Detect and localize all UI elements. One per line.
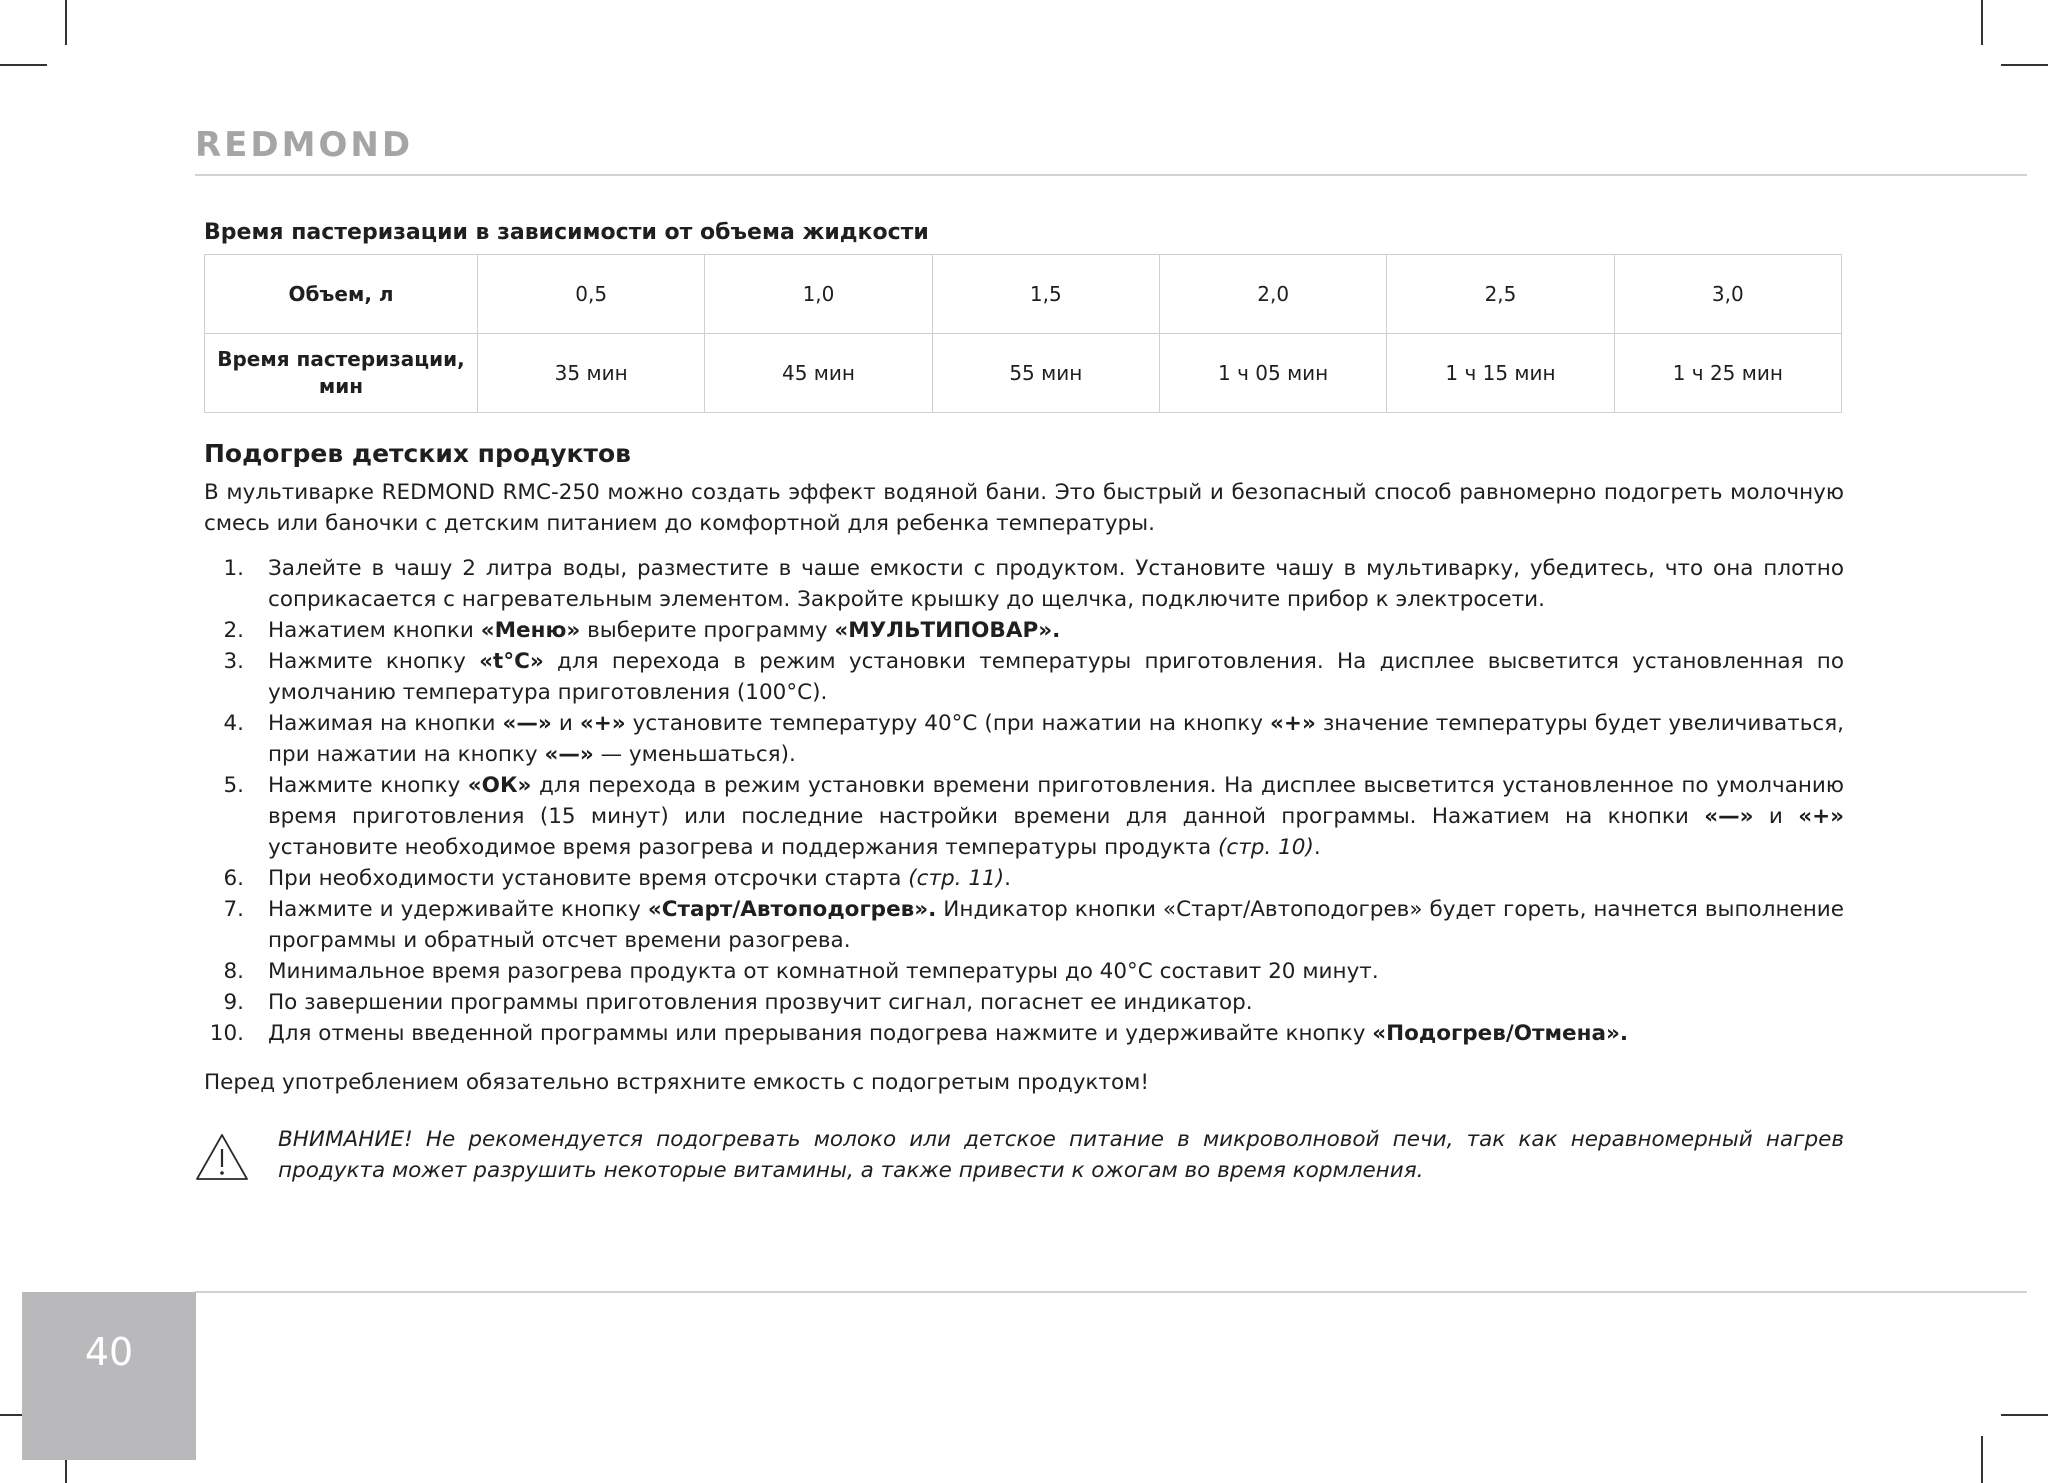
step-number: 8. [223, 959, 244, 984]
table-cell: 0,5 [478, 255, 705, 334]
step-text: «—» [1704, 804, 1754, 829]
step-text: Для отмены введенной программы или прерывания подогрева нажмите и удерживайте кнопку [268, 1021, 1373, 1046]
step-item [204, 615, 1844, 646]
section-intro: В мультиварке REDMOND RMC-250 можно создать эффект водяной бани. Это быстрый и безопасный способ равномерно подогреть молочную смесь или баночки с детским питанием до комфортной для ребенка температуры. [204, 480, 1844, 536]
table-cell: 2,0 [1159, 255, 1386, 334]
step-text: «+» [1798, 804, 1844, 829]
step-text: По завершении программы приготовления прозвучит сигнал, погаснет ее индикатор. [268, 990, 1253, 1015]
step-text: Нажмите кнопку [268, 773, 468, 798]
step-number: 1. [223, 556, 244, 581]
crop-mark [2001, 64, 2048, 66]
step-text: (стр. 10) [1218, 835, 1314, 860]
step-item [204, 863, 1844, 894]
step-item [204, 646, 1844, 708]
step-number: 7. [223, 897, 244, 922]
step-text: выберите программу [580, 618, 835, 643]
step-number: 3. [223, 649, 244, 674]
page-number: 40 [84, 1330, 134, 1374]
step-item [204, 553, 1844, 615]
table-title: Время пастеризации в зависимости от объема жидкости [204, 220, 929, 245]
crop-mark [1981, 1436, 1983, 1483]
crop-mark [1981, 0, 1983, 45]
step-item [204, 956, 1844, 987]
table-cell: 45 мин [705, 334, 932, 413]
pasteurization-table [204, 254, 1842, 413]
step-number: 9. [223, 990, 244, 1015]
step-text: для перехода в режим установки температуры приготовления. На дисплее высветится установленная по умолчанию температура приготовления (100°С). [268, 649, 1844, 705]
crop-mark [0, 64, 47, 66]
table-cell: 55 мин [932, 334, 1159, 413]
table-cell: 1 ч 25 мин [1614, 334, 1841, 413]
crop-mark [65, 0, 67, 45]
final-note: Перед употреблением обязательно встряхните емкость с подогретым продуктом! [204, 1070, 1149, 1095]
warning-text: ВНИМАНИЕ! Не рекомендуется подогревать молоко или детское питание в микроволновой печи, так как неравномерный нагрев продукта может разрушить некоторые витамины, а также привести к ожогам во время кормления. [278, 1127, 1844, 1183]
step-text: Нажатием кнопки [268, 618, 481, 643]
table-cell: 2,5 [1387, 255, 1614, 334]
step-text: «Старт/Автоподогрев». [647, 897, 937, 922]
table-cell: 1 ч 05 мин [1159, 334, 1386, 413]
warning-block [204, 1124, 1844, 1186]
step-text: «ОК» [467, 773, 532, 798]
step-item [204, 1018, 1844, 1049]
step-text: Нажмите кнопку [268, 649, 480, 674]
step-text: для перехода в режим установки времени приготовления. На дисплее высветится установленное по умолчанию время приготовления (15 минут) или последние настройки времени для данной программы. Нажатием на кнопки [268, 773, 1845, 829]
step-number: 10. [209, 1021, 244, 1046]
step-text: . [1313, 835, 1321, 860]
table-row-header: Время пастеризации, мин [205, 334, 478, 413]
brand-logo [195, 127, 415, 163]
crop-mark [2001, 1414, 2048, 1416]
step-number: 4. [223, 711, 244, 736]
step-text: «Подогрев/Отмена». [1372, 1021, 1629, 1046]
step-text: установите температуру 40°С (при нажатии на кнопку [625, 711, 1271, 736]
table-cell: 1 ч 15 мин [1387, 334, 1614, 413]
step-text: установите необходимое время разогрева и поддержания температуры продукта [268, 835, 1219, 860]
brand-logo-text: REDMOND [195, 125, 414, 165]
step-text: Залейте в чашу 2 литра воды, разместите в чаше емкости с продуктом. Установите чашу в мультиварку, убедитесь, что она плотно соприкасается с нагревательным элементом. Закройте крышку до щелчка, подключите прибор к электросети. [268, 556, 1844, 612]
step-item [204, 894, 1844, 956]
instruction-steps [204, 553, 1844, 1049]
step-text: Минимальное время разогрева продукта от комнатной температуры до 40°С составит 20 минут. [268, 959, 1379, 984]
warning-triangle-icon [194, 1132, 250, 1182]
table-row [205, 334, 1842, 413]
page-content [204, 218, 1844, 1186]
step-text: Нажимая на кнопки [268, 711, 503, 736]
header-divider [195, 174, 2027, 176]
footer-divider [195, 1291, 2027, 1293]
step-text: и [551, 711, 580, 736]
step-text: «Меню» [480, 618, 581, 643]
step-text: «t°C» [479, 649, 544, 674]
step-text: — уменьшаться). [593, 742, 796, 767]
step-text: . [1004, 866, 1011, 891]
step-item [204, 770, 1844, 863]
step-text: «+» [1270, 711, 1316, 736]
table-cell: 3,0 [1614, 255, 1841, 334]
step-text: Индикатор кнопки «Старт/Автоподогрев» будет гореть, начнется выполнение программы и обратный отсчет времени разогрева. [268, 897, 1844, 953]
step-text: и [1753, 804, 1799, 829]
step-number: 2. [223, 618, 244, 643]
table-row [205, 255, 1842, 334]
step-text: (стр. 11) [908, 866, 1005, 891]
table-cell: 35 мин [478, 334, 705, 413]
step-text: Нажмите и удерживайте кнопку [268, 897, 648, 922]
step-number: 6. [223, 866, 244, 891]
step-text: «—» [502, 711, 552, 736]
step-text: «МУЛЬТИПОВАР». [834, 618, 1061, 643]
table-row-header: Объем, л [205, 255, 478, 334]
step-text: «+» [579, 711, 626, 736]
page-number-box [22, 1292, 196, 1460]
table-cell: 1,5 [932, 255, 1159, 334]
step-text: «—» [544, 742, 594, 767]
step-item [204, 708, 1844, 770]
table-cell: 1,0 [705, 255, 932, 334]
step-item [204, 987, 1844, 1018]
section-title: Подогрев детских продуктов [204, 439, 631, 468]
step-text: значение температуры будет увеличиваться, при нажатии на кнопку [268, 711, 1844, 767]
step-text: При необходимости установите время отсрочки старта [268, 866, 909, 891]
step-number: 5. [223, 773, 244, 798]
